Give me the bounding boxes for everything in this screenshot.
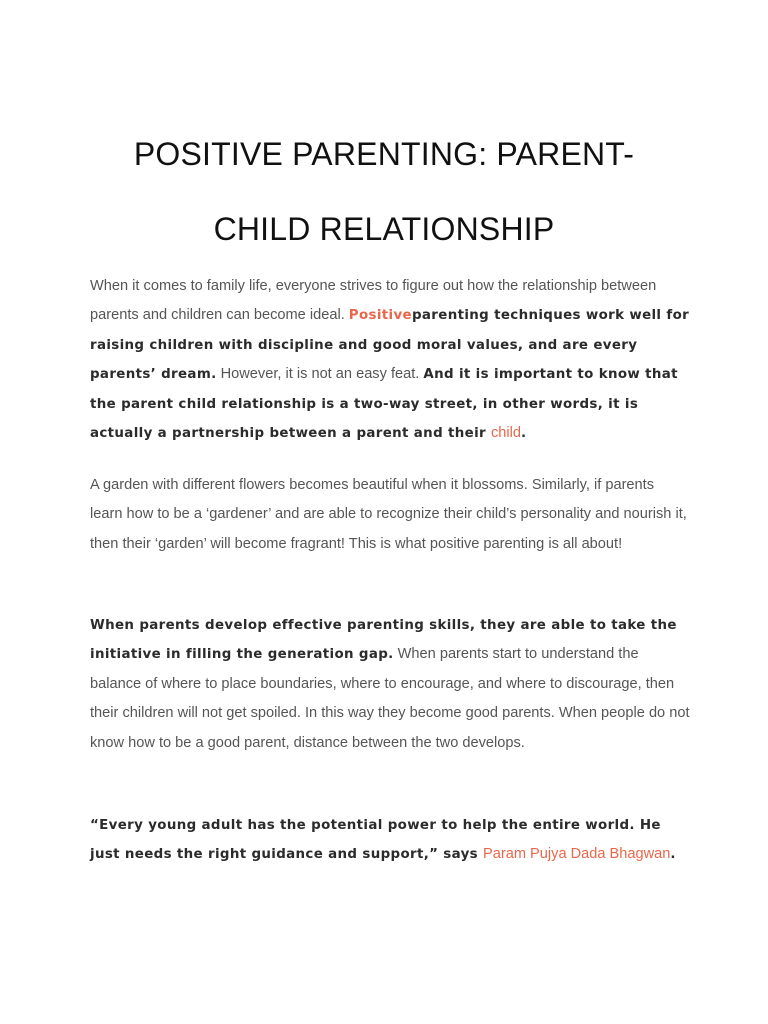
intro-bold-3: .: [521, 426, 527, 442]
quote-bold: “Every young adult has the potential power to help the entire world. He just needs the right guidance and support,” says: [90, 818, 661, 863]
paragraph-quote: [90, 811, 690, 870]
page-title-line-1: POSITIVE PARENTING: PARENT-: [133, 136, 635, 172]
paragraph-skills: [90, 611, 690, 758]
link-child[interactable]: child: [490, 425, 521, 442]
intro-text-1: When it comes to family life, everyone strives to figure out how the relationship between parents and children can become ideal.: [90, 278, 657, 324]
link-dada-bhagwan[interactable]: Param Pujya Dada Bhagwan: [483, 846, 671, 863]
skills-bold: When parents develop effective parenting skills, they are able to take the initiative in filling the generation gap.: [90, 618, 677, 663]
intro-text-2: However, it is not an easy feat.: [216, 366, 424, 383]
intro-bold-1: parenting techniques work well for raising children with discipline and good moral values, and are every parents’ dream.: [90, 308, 690, 383]
intro-bold-2: And it is important to know that the parent child relationship is a two-way street, in other words, it is actually a partnership between a parent and their: [90, 367, 678, 442]
paragraph-intro: [90, 272, 690, 448]
link-positive[interactable]: Positive: [348, 308, 412, 324]
garden-text: A garden with different flowers becomes beautiful when it blossoms. Similarly, if parents learn how to be a ‘gardener’ and are able to recognize their child’s personality and nourish it, then their ‘garden’ will become fragrant! This is what positive parenting is all about!: [90, 477, 687, 552]
skills-text: When parents start to understand the balance of where to place boundaries, where to encourage, and where to discourage, then their children will not get spoiled. In this way they become good parents. When people do not know how to be a good parent, distance between the two develops.: [90, 646, 690, 751]
paragraph-garden: [90, 471, 690, 559]
page-title-line-2: CHILD RELATIONSHIP: [213, 211, 555, 247]
quote-end: .: [670, 847, 676, 863]
